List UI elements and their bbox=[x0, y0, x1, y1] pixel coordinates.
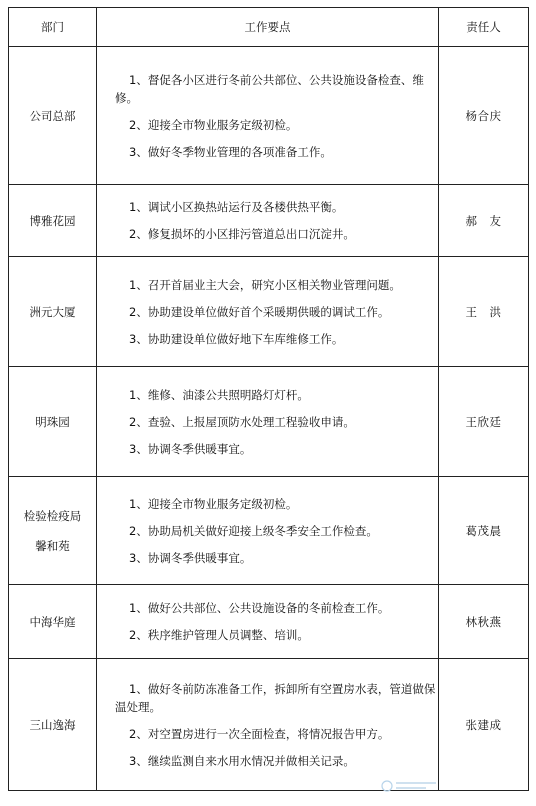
table-row bbox=[9, 47, 529, 185]
dept-cell: 三山逸海 bbox=[9, 659, 97, 791]
work-item: 2、迎接全市物业服务定级初检。 bbox=[129, 117, 298, 132]
dept-cell: 博雅花园 bbox=[9, 185, 97, 257]
watermark-icon bbox=[380, 778, 440, 794]
work-items-cell bbox=[97, 47, 439, 185]
dept-cell: 中海华庭 bbox=[9, 585, 97, 659]
person-cell: 葛茂晨 bbox=[439, 477, 529, 585]
work-item: 3、协调冬季供暖事宜。 bbox=[129, 550, 252, 565]
work-item: 1、迎接全市物业服务定级初检。 bbox=[129, 496, 298, 511]
work-items-cell bbox=[97, 185, 439, 257]
work-item: 3、协助建设单位做好地下车库维修工作。 bbox=[129, 331, 344, 346]
work-item: 3、继续监测自来水用水情况并做相关记录。 bbox=[129, 753, 355, 768]
work-item: 3、做好冬季物业管理的各项准备工作。 bbox=[129, 144, 332, 159]
work-items-cell bbox=[97, 477, 439, 585]
work-item: 2、对空置房进行一次全面检查，将情况报告甲方。 bbox=[129, 726, 390, 741]
work-item: 2、协助建设单位做好首个采暖期供暖的调试工作。 bbox=[129, 304, 390, 319]
table-row bbox=[9, 659, 529, 791]
work-items-cell bbox=[97, 367, 439, 477]
work-item: 1、维修、油漆公共照明路灯灯杆。 bbox=[129, 387, 309, 402]
table-row bbox=[9, 185, 529, 257]
dept-cell: 洲元大厦 bbox=[9, 257, 97, 367]
person-cell: 张建成 bbox=[439, 659, 529, 791]
person-cell: 郝 友 bbox=[439, 185, 529, 257]
header-person: 责任人 bbox=[439, 8, 529, 47]
work-item: 2、秩序维护管理人员调整、培训。 bbox=[129, 628, 309, 642]
work-item: 2、修复损坏的小区排污管道总出口沉淀井。 bbox=[129, 227, 355, 241]
dept-cell: 明珠园 bbox=[9, 367, 97, 477]
table-row bbox=[9, 585, 529, 659]
work-item: 2、查验、上报屋顶防水处理工程验收申请。 bbox=[129, 414, 355, 429]
dept-cell bbox=[9, 477, 97, 585]
table-header-row bbox=[9, 8, 529, 47]
person-cell: 王 洪 bbox=[439, 257, 529, 367]
work-item: 3、协调冬季供暖事宜。 bbox=[129, 441, 252, 456]
person-cell: 林秋燕 bbox=[439, 585, 529, 659]
work-item: 1、调试小区换热站运行及各楼供热平衡。 bbox=[129, 200, 344, 214]
table-row bbox=[9, 257, 529, 367]
person-cell: 杨合庆 bbox=[439, 47, 529, 185]
work-items-cell bbox=[97, 659, 439, 791]
work-points-table bbox=[8, 7, 529, 791]
work-items-cell bbox=[97, 585, 439, 659]
table-row bbox=[9, 367, 529, 477]
table-row bbox=[9, 477, 529, 585]
watermark-mark bbox=[380, 778, 440, 797]
work-item: 2、协助局机关做好迎接上级冬季安全工作检查。 bbox=[129, 523, 378, 538]
header-dept: 部门 bbox=[9, 8, 97, 47]
person-cell: 王欣廷 bbox=[439, 367, 529, 477]
header-work-points: 工作要点 bbox=[97, 8, 439, 47]
work-item: 1、做好公共部位、公共设施设备的冬前检查工作。 bbox=[129, 601, 390, 615]
dept-line: 检验检疫局 bbox=[23, 508, 82, 523]
work-item: 1、做好冬前防冻准备工作，拆卸所有空置房水表，管道做保温处理。 bbox=[115, 681, 436, 714]
dept-line: 馨和苑 bbox=[35, 538, 70, 553]
work-item: 1、召开首届业主大会，研究小区相关物业管理问题。 bbox=[129, 277, 401, 292]
dept-cell: 公司总部 bbox=[9, 47, 97, 185]
work-item: 1、督促各小区进行冬前公共部位、公共设施设备检查、维修。 bbox=[115, 72, 424, 105]
work-items-cell bbox=[97, 257, 439, 367]
